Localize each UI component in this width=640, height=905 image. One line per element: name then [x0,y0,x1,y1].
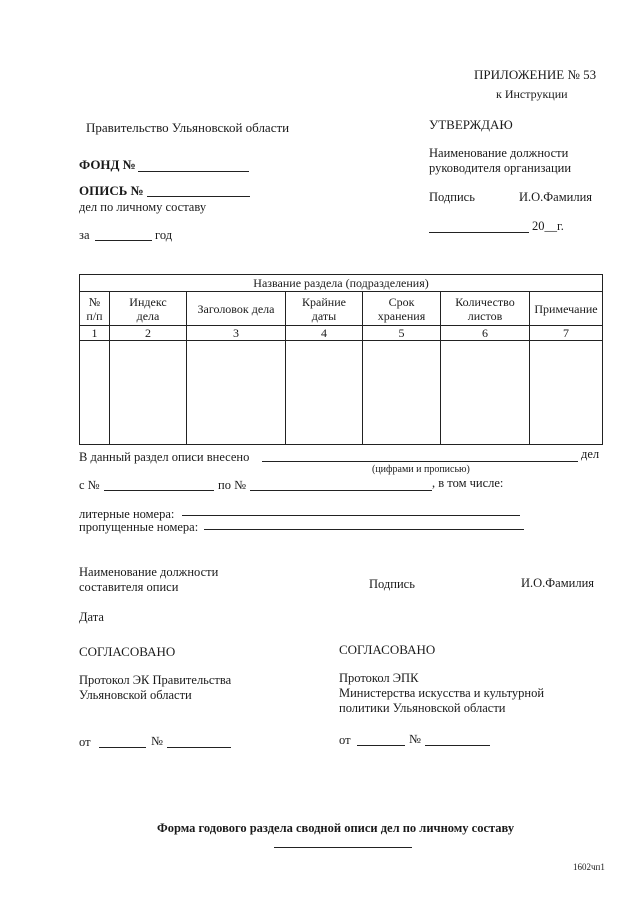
skipped-numbers-label: пропущенные номера: [79,520,199,534]
approver-name-label: И.О.Фамилия [519,190,593,204]
agreed-right-line3: политики Ульяновской области [339,701,506,715]
opis-subtitle: дел по личному составу [79,200,207,214]
to-number-label: по № [218,478,246,492]
section-title-cell: Название раздела (подразделения) [80,275,603,292]
from-number-label: с № [79,478,100,492]
agreed-left-number-line[interactable] [167,747,231,748]
approver-signature-label: Подпись [429,190,475,204]
table-body-cell[interactable] [441,341,530,445]
form-title-underline [274,847,412,848]
table-body-cell[interactable] [363,341,441,445]
column-number-cell: 3 [187,326,286,341]
column-header-storage: Срок хранения [363,292,441,326]
compiler-position-line1: Наименование должности [79,565,219,579]
agreed-right-line1: Протокол ЭПК [339,671,419,685]
including-text: , в том числе: [432,476,504,490]
agreed-right-date-line[interactable] [357,745,405,746]
year-line[interactable] [95,240,152,241]
letter-numbers-label: литерные номера: [79,507,175,521]
table-body-cell[interactable] [530,341,603,445]
agreed-left-line2: Ульяновской области [79,688,192,702]
agreed-left-date-line[interactable] [99,747,146,748]
table-body-cell[interactable] [286,341,363,445]
date-label: Дата [79,610,104,624]
table-body-cell[interactable] [110,341,187,445]
fond-label: ФОНД № [79,157,136,172]
column-number-cell: 5 [363,326,441,341]
column-header-sheets: Количество листов [441,292,530,326]
included-text: В данный раздел описи внесено [79,450,250,464]
form-title: Форма годового раздела сводной описи дел по личному составу [157,821,515,835]
digits-hint: (цифрами и прописью) [372,464,470,475]
approver-position-line1: Наименование должности [429,146,569,160]
approval-heading: УТВЕРЖДАЮ [429,117,513,132]
table-body-cell[interactable] [187,341,286,445]
appendix-title: ПРИЛОЖЕНИЕ № 53 [474,67,597,82]
appendix-subtitle: к Инструкции [496,87,568,101]
agreed-right-number-line[interactable] [425,745,490,746]
agreed-left-number-label: № [151,734,163,748]
compiler-signature-label: Подпись [369,577,415,591]
column-header-dates: Крайние даты [286,292,363,326]
agreed-right-heading: СОГЛАСОВАНО [339,642,436,657]
to-number-line[interactable] [250,490,432,491]
agreed-left-heading: СОГЛАСОВАНО [79,644,176,659]
column-number-cell: 6 [441,326,530,341]
skipped-numbers-line[interactable] [204,529,524,530]
footer-code: 1602чп1 [573,862,605,872]
organization-name: Правительство Ульяновской области [86,120,290,135]
opis-number-line[interactable] [147,196,250,197]
column-header-notes: Примечание [530,292,603,326]
year-suffix: год [155,228,173,242]
column-header-index: Индекс дела [110,292,187,326]
letter-numbers-line[interactable] [182,515,520,516]
included-count-line[interactable] [262,461,578,462]
column-header-number: № п/п [80,292,110,326]
inventory-table [79,274,603,445]
agreed-left-from-label: от [79,735,91,749]
cases-word: дел [581,447,600,461]
column-number-cell: 4 [286,326,363,341]
agreed-right-line2: Министерства искусства и культурной [339,686,545,700]
agreed-left-line1: Протокол ЭК Правительства [79,673,232,687]
column-header-title: Заголовок дела [187,292,286,326]
approval-date-year: 20__г. [532,219,564,233]
approver-position-line2: руководителя организации [429,161,572,175]
fond-number-line[interactable] [138,171,249,172]
approval-date-line[interactable] [429,232,529,233]
from-number-line[interactable] [104,490,214,491]
opis-label: ОПИСЬ № [79,183,144,198]
column-number-cell: 1 [80,326,110,341]
column-number-cell: 7 [530,326,603,341]
year-prefix: за [79,228,90,242]
agreed-right-from-label: от [339,733,351,747]
agreed-right-number-label: № [409,732,421,746]
column-number-cell: 2 [110,326,187,341]
compiler-name-label: И.О.Фамилия [521,576,595,590]
table-body-cell[interactable] [80,341,110,445]
compiler-position-line2: составителя описи [79,580,179,594]
